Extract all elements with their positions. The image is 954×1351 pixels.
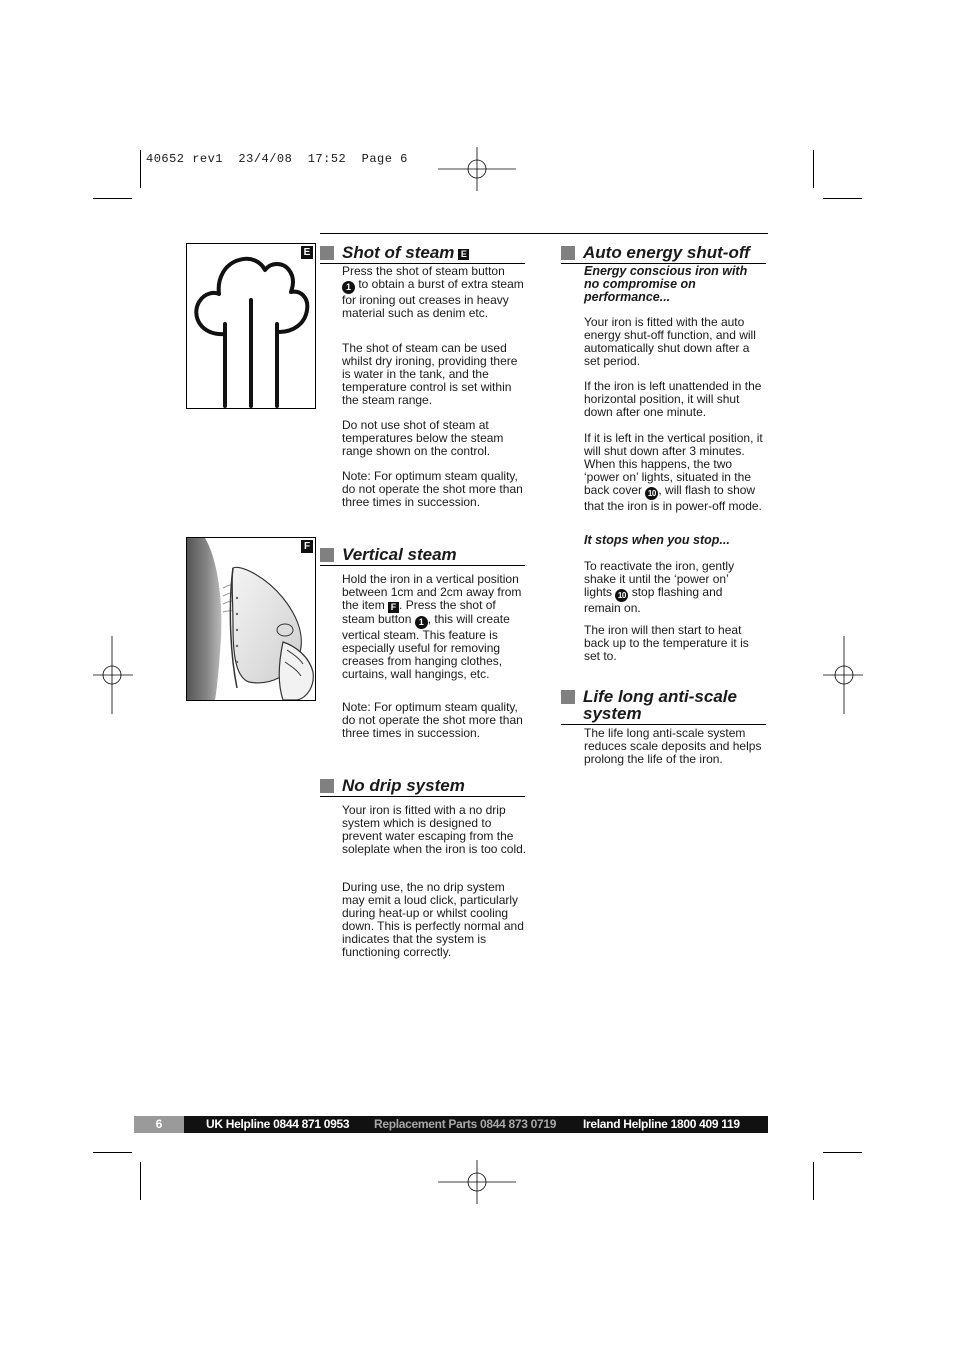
heading-marker: [320, 548, 334, 562]
no-drip-p2: During use, the no drip system may emit a loud click, particularly during heat-up or whilst cooling down. This is perfectly normal and indicates that the system is functioning correctly.: [342, 880, 524, 959]
footer-helpline-bar: [134, 1116, 768, 1133]
registration-mark-bottom: [438, 1160, 516, 1204]
figure-e-steam-cloud: [186, 243, 316, 409]
shot-of-steam-p3: Do not use shot of steam at temperatures below the steam range shown on the control.: [342, 418, 504, 458]
steam-cloud-icon: [187, 244, 315, 408]
uk-helpline: UK Helpline 0844 871 0953: [206, 1117, 350, 1131]
auto-off-subtitle: Energy conscious iron with no compromise on performance...: [584, 264, 748, 304]
figure-label-f: F: [301, 540, 313, 553]
ireland-helpline: Ireland Helpline 1800 409 119: [583, 1117, 740, 1131]
replacement-parts: Replacement Parts 0844 873 0719: [374, 1117, 557, 1131]
section-heading-no-drip: [320, 777, 525, 797]
shot-of-steam-p4: Note: For optimum steam quality, do not operate the shot more than three times in succession.: [342, 469, 523, 509]
auto-off-p4: To reactivate the iron, gently shake it until the ‘power on’ lights 10 stop flashing and remain on.: [584, 559, 735, 615]
figure-f-vertical-iron: [186, 537, 316, 701]
heading-marker: [561, 246, 575, 260]
top-rule: [320, 233, 768, 234]
auto-off-p1: Your iron is fitted with the auto energy shut-off function, and will automatically shut down after a set period.: [584, 315, 756, 368]
registration-mark-left: [93, 636, 133, 714]
no-drip-p1: Your iron is fitted with a no drip system which is designed to prevent water escaping from the soleplate when the iron is too cold.: [342, 803, 527, 856]
anti-scale-p1: The life long anti-scale system reduces scale deposits and helps prolong the life of the iron.: [584, 726, 762, 766]
auto-off-p3: If it is left in the vertical position, it will shut down after 3 minutes. When this happens, the two ‘power on’ lights, situated in the back cover 10 , will flash to show that the iron is in power-off mode.: [584, 431, 763, 513]
button-number-1: 1: [415, 616, 428, 629]
badge-f: F: [388, 602, 399, 613]
section-heading-anti-scale: [561, 688, 766, 725]
heading-marker: [561, 690, 575, 704]
section-heading-auto-off: [561, 244, 766, 264]
vertical-steam-p2: Note: For optimum steam quality, do not operate the shot more than three times in succession.: [342, 700, 523, 740]
vertical-steam-p1: Hold the iron in a vertical position between 1cm and 2cm away from the item F . Press the shot of steam button 1 , this will create vertical steam. This feature is especially useful for removing creases from hanging clothes, curtains, wall hangings, etc.: [342, 572, 522, 681]
section-heading-shot-of-steam: [320, 244, 525, 264]
figure-label-e: E: [301, 246, 313, 259]
badge-e: E: [458, 249, 469, 260]
part-number-10: 10: [615, 589, 628, 602]
section-heading-vertical-steam: [320, 546, 525, 566]
shot-of-steam-p2: The shot of steam can be used whilst dry ironing, providing there is water in the tank, and the temperature control is set within the steam range.: [342, 341, 518, 407]
print-slug: 40652 rev1 23/4/08 17:52 Page 6: [146, 152, 408, 166]
auto-off-p5: The iron will then start to heat back up to the temperature it is set to.: [584, 623, 749, 663]
heading-marker: [320, 246, 334, 260]
button-number-1: 1: [342, 281, 355, 294]
page-number: 6: [134, 1116, 184, 1133]
vertical-steam-title: Vertical steam: [342, 545, 457, 564]
no-drip-title: No drip system: [342, 776, 465, 795]
shot-of-steam-title: Shot of steam: [342, 243, 455, 262]
heading-marker: [320, 779, 334, 793]
anti-scale-title-line2: system: [583, 704, 642, 723]
registration-mark-top: [438, 147, 516, 191]
anti-scale-title-line1: Life long anti-scale: [583, 687, 737, 706]
part-number-10: 10: [645, 487, 658, 500]
registration-mark-right: [823, 636, 863, 714]
shot-of-steam-p1: Press the shot of steam button 1 to obtain a burst of extra steam for ironing out creases in heavy material such as denim etc.: [342, 264, 524, 320]
auto-off-title: Auto energy shut-off: [583, 243, 750, 262]
auto-off-subtitle-2: It stops when you stop...: [584, 533, 730, 547]
iron-illustration-icon: [187, 538, 315, 700]
auto-off-p2: If the iron is left unattended in the horizontal position, it will shut down after one minute.: [584, 379, 762, 419]
